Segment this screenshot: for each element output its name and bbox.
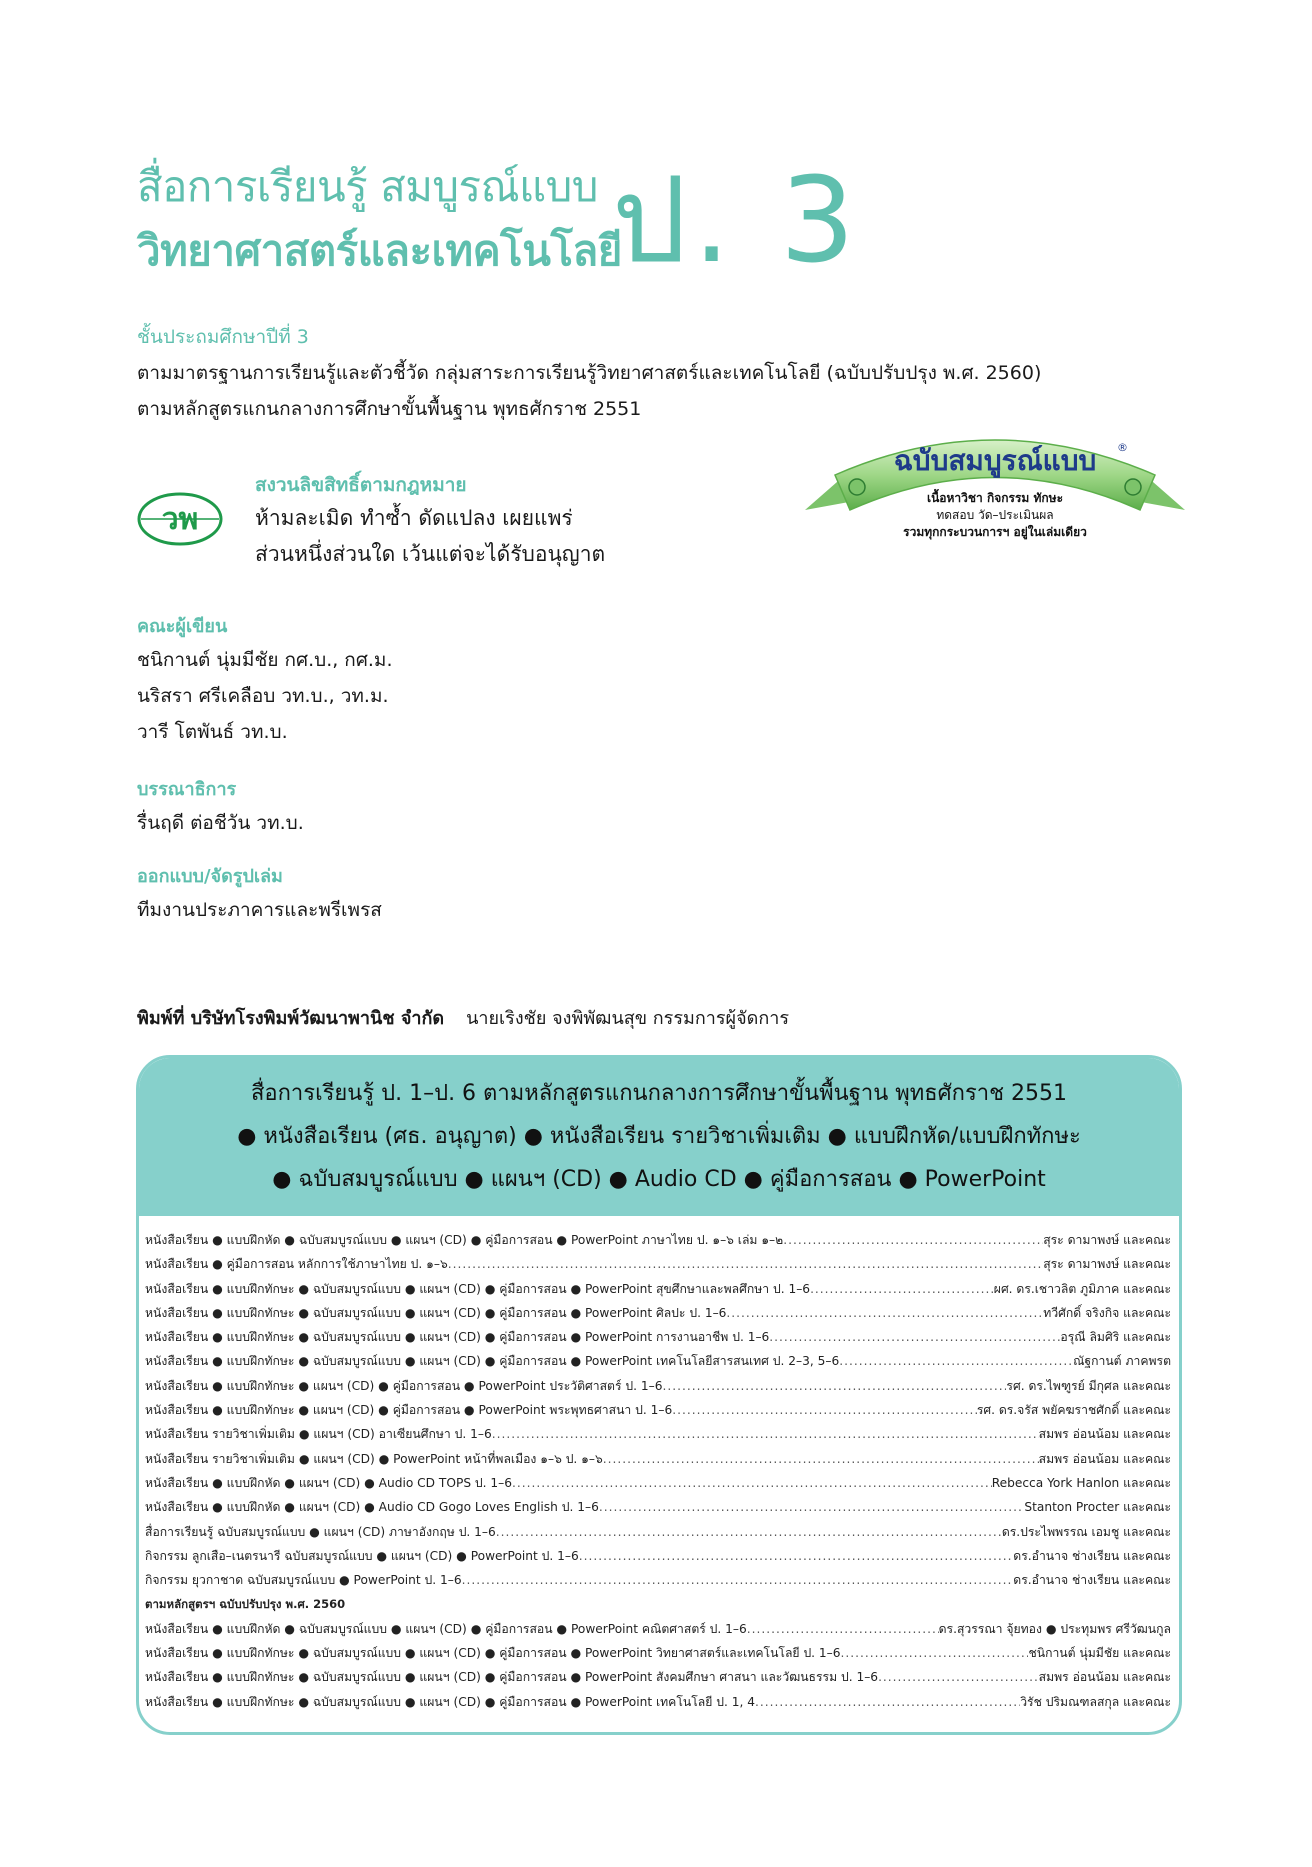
copyright-notice <box>255 470 605 572</box>
dot-leader <box>769 1325 1060 1349</box>
dot-leader <box>810 1277 994 1301</box>
complete-edition-badge <box>805 415 1185 545</box>
publisher-logo-icon <box>137 492 223 546</box>
printer-info <box>137 1003 789 1032</box>
catalog-header-line: ● หนังสือเรียน (ศธ. อนุญาต) ● หนังสือเรียน รายวิชาเพิ่มเติม ● แบบฝึกหัด/แบบฝึกทักษะ <box>237 1124 1081 1149</box>
logo-text: วพ <box>161 502 199 537</box>
catalog-item-title: หนังสือเรียน ● แบบฝึกทักษะ ● แผนฯ (CD) ● คู่มือการสอน ● PowerPoint พระพุทธศาสนา ป. 1–6 <box>145 1403 673 1418</box>
catalog-item-title: หนังสือเรียน ● แบบฝึกทักษะ ● ฉบับสมบูรณ์แบบ ● แผนฯ (CD) ● คู่มือการสอน ● PowerPoint การงานอาชีพ ป. 1–6 <box>145 1330 770 1345</box>
dot-leader <box>839 1349 1073 1373</box>
catalog-item-author: ผศ. ดร.เชาวลิต ภูมิภาค และคณะ <box>993 1281 1171 1296</box>
grade-level: ชั้นประถมศึกษาปีที่ 3 <box>137 326 309 348</box>
catalog-item-author: วิรัช ปริมณฑลสกุล และคณะ <box>1020 1694 1171 1709</box>
catalog-item-title: หนังสือเรียน ● แบบฝึกทักษะ ● ฉบับสมบูรณ์แบบ ● แผนฯ (CD) ● คู่มือการสอน ● PowerPoint เทคโนโลยี ป. 1, 4 <box>145 1694 755 1709</box>
catalog-item-author: ดร.สุวรรณา จุ้ยทอง ● ประทุมพร ศรีวัฒนกูล <box>938 1621 1171 1636</box>
flower-icon <box>1125 479 1141 495</box>
printer-manager: นายเริงชัย จงพิพัฒนสุข กรรมการผู้จัดการ <box>466 1008 789 1029</box>
dot-leader <box>448 1252 1043 1276</box>
dot-leader <box>672 1398 977 1422</box>
catalog-item-title: กิจกรรม ลูกเสือ–เนตรนารี ฉบับสมบูรณ์แบบ ● แผนฯ (CD) ● PowerPoint ป. 1–6 <box>145 1548 579 1563</box>
badge-line: ทดสอบ วัด–ประเมินผล <box>936 508 1054 522</box>
copyright-line: ห้ามละเมิด ทำซ้ำ ดัดแปลง เผยแพร่ <box>255 506 573 530</box>
dot-leader <box>783 1228 1043 1252</box>
catalog-item <box>145 1252 1171 1276</box>
title-line-1: สื่อการเรียนรู้ สมบูรณ์แบบ <box>137 162 598 211</box>
catalog-item-author: ดร.ประไพพรรณ เอมชู และคณะ <box>1001 1524 1171 1539</box>
copyright-heading: สงวนลิขสิทธิ์ตามกฎหมาย <box>255 474 467 496</box>
design-section <box>137 862 382 928</box>
catalog-item-title: กิจกรรม ยุวกาชาด ฉบับสมบูรณ์แบบ ● PowerPoint ป. 1–6 <box>145 1573 462 1588</box>
dot-leader <box>662 1374 1006 1398</box>
dot-leader <box>599 1495 1025 1519</box>
catalog-item-title: ตามหลักสูตรฯ ฉบับปรับปรุง พ.ศ. 2560 <box>145 1597 346 1612</box>
catalog-item <box>145 1665 1171 1689</box>
catalog-item <box>145 1617 1171 1641</box>
dot-leader <box>755 1690 1020 1714</box>
badge-line: รวมทุกกระบวนการฯ อยู่ในเล่มเดียว <box>903 525 1087 539</box>
catalog-item-title: หนังสือเรียน รายวิชาเพิ่มเติม ● แผนฯ (CD) ● PowerPoint หน้าที่พลเมือง ๑–๖ ป. ๑–๖ <box>145 1451 603 1466</box>
catalog-header-line: ● ฉบับสมบูรณ์แบบ ● แผนฯ (CD) ● Audio CD ● คู่มือการสอน ● PowerPoint <box>272 1167 1046 1192</box>
catalog-subheading <box>145 1592 1171 1616</box>
catalog-list <box>139 1216 1179 1714</box>
designer-name: ทีมงานประภาคารและพรีเพรส <box>137 899 382 921</box>
dot-leader <box>512 1471 992 1495</box>
dot-leader <box>747 1617 939 1641</box>
catalog-item-author: สมพร อ่อนน้อม และคณะ <box>1038 1451 1171 1466</box>
dot-leader <box>579 1544 1014 1568</box>
editor-heading: บรรณาธิการ <box>137 779 237 800</box>
catalog-item-title: หนังสือเรียน ● คู่มือการสอน หลักการใช้ภาษาไทย ป. ๑–๖ <box>145 1257 448 1272</box>
catalog-item <box>145 1277 1171 1301</box>
registered-mark: ® <box>1117 441 1128 454</box>
catalog-item-author: Stanton Procter และคณะ <box>1024 1500 1171 1515</box>
dot-leader <box>841 1641 1029 1665</box>
catalog-item <box>145 1325 1171 1349</box>
catalog-item-title: หนังสือเรียน ● แบบฝึกหัด ● ฉบับสมบูรณ์แบบ ● แผนฯ (CD) ● คู่มือการสอน ● PowerPoint คณิตศาสตร์ ป. 1–6 <box>145 1621 747 1636</box>
catalog-item-author: อรุณี ลิมศิริ และคณะ <box>1060 1330 1171 1345</box>
catalog-item <box>145 1349 1171 1373</box>
catalog-item <box>145 1544 1171 1568</box>
author-name: วารี โตพันธ์ วท.บ. <box>137 721 288 743</box>
catalog-box <box>136 1055 1182 1735</box>
catalog-item <box>145 1568 1171 1592</box>
authors-heading: คณะผู้เขียน <box>137 616 228 637</box>
catalog-item-title: หนังสือเรียน ● แบบฝึกทักษะ ● ฉบับสมบูรณ์แบบ ● แผนฯ (CD) ● คู่มือการสอน ● PowerPoint ศิลปะ ป. 1–6 <box>145 1305 727 1320</box>
dot-leader <box>496 1520 1002 1544</box>
copyright-line: ส่วนหนึ่งส่วนใด เว้นแต่จะได้รับอนุญาต <box>255 542 606 566</box>
printer-label: พิมพ์ที่ บริษัทโรงพิมพ์วัฒนาพานิช จำกัด <box>137 1008 445 1029</box>
author-name: นริสรา ศรีเคลือบ วท.บ., วท.ม. <box>137 685 389 707</box>
badge-line: เนื้อหาวิชา กิจกรรม ทักษะ <box>926 491 1064 505</box>
catalog-item-title: หนังสือเรียน ● แบบฝึกทักษะ ● ฉบับสมบูรณ์แบบ ● แผนฯ (CD) ● คู่มือการสอน ● PowerPoint วิทยาศาสตร์และเทคโนโลยี ป. 1–6 <box>145 1646 841 1661</box>
standard-line: ตามหลักสูตรแกนกลางการศึกษาขั้นพื้นฐาน พุทธศักราช 2551 <box>137 398 642 420</box>
catalog-item-title: สื่อการเรียนรู้ ฉบับสมบูรณ์แบบ ● แผนฯ (CD) ภาษาอังกฤษ ป. 1–6 <box>145 1524 496 1539</box>
editor-section <box>137 775 304 841</box>
catalog-item-author: Rebecca York Hanlon และคณะ <box>991 1475 1171 1490</box>
catalog-item-title: หนังสือเรียน ● แบบฝึกทักษะ ● ฉบับสมบูรณ์แบบ ● แผนฯ (CD) ● คู่มือการสอน ● PowerPoint สังคมศึกษา ศาสนา และวัฒนธรรม ป. 1–6 <box>145 1670 879 1685</box>
catalog-item <box>145 1374 1171 1398</box>
catalog-item <box>145 1690 1171 1714</box>
catalog-item-title: หนังสือเรียน ● แบบฝึกหัด ● แผนฯ (CD) ● Audio CD TOPS ป. 1–6 <box>145 1475 513 1490</box>
catalog-item-author: ณัฐกานต์ ภาคพรต <box>1073 1354 1171 1369</box>
title-block <box>137 155 622 283</box>
catalog-item <box>145 1422 1171 1446</box>
catalog-item-title: หนังสือเรียน ● แบบฝึกทักษะ ● แผนฯ (CD) ● คู่มือการสอน ● PowerPoint ประวัติศาสตร์ ป. 1–6 <box>145 1378 663 1393</box>
catalog-item-author: ทวีศักดิ์ จริงกิจ และคณะ <box>1043 1305 1171 1320</box>
catalog-item-author: รศ. ดร.จรัส พยัคฆราชศักดิ์ และคณะ <box>976 1403 1171 1418</box>
author-name: ชนิกานต์ นุ่มมีชัย กศ.บ., กศ.ม. <box>137 649 393 671</box>
catalog-item-author: สมพร อ่อนน้อม และคณะ <box>1038 1427 1171 1442</box>
dot-leader <box>462 1568 1014 1592</box>
catalog-item <box>145 1471 1171 1495</box>
catalog-header-line: สื่อการเรียนรู้ ป. 1–ป. 6 ตามหลักสูตรแกนกลางการศึกษาขั้นพื้นฐาน พุทธศักราช 2551 <box>250 1081 1068 1106</box>
design-heading: ออกแบบ/จัดรูปเล่ม <box>137 866 283 887</box>
dot-leader <box>878 1665 1039 1689</box>
catalog-item-author: ดร.อำนาจ ช่างเรียน และคณะ <box>1013 1548 1171 1563</box>
title-line-2: วิทยาศาสตร์และเทคโนโลยี <box>137 226 622 275</box>
dot-leader <box>492 1422 1039 1446</box>
flower-icon <box>849 479 865 495</box>
catalog-item-title: หนังสือเรียน ● แบบฝึกหัด ● ฉบับสมบูรณ์แบบ ● แผนฯ (CD) ● คู่มือการสอน ● PowerPoint ภาษาไทย ป. ๑–๖ เล่ม ๑–๒ <box>145 1233 784 1247</box>
catalog-item-title: หนังสือเรียน ● แบบฝึกหัด ● แผนฯ (CD) ● Audio CD Gogo Loves English ป. 1–6 <box>145 1500 599 1515</box>
catalog-item <box>145 1641 1171 1665</box>
catalog-item-title: หนังสือเรียน ● แบบฝึกทักษะ ● ฉบับสมบูรณ์แบบ ● แผนฯ (CD) ● คู่มือการสอน ● PowerPoint สุขศึกษาและพลศึกษา ป. 1–6 <box>145 1281 811 1296</box>
catalog-item-author: สุระ ดามาพงษ์ และคณะ <box>1043 1233 1171 1247</box>
authors-section <box>137 612 392 750</box>
catalog-item-author: ชนิกานต์ นุ่มมีชัย และคณะ <box>1028 1646 1171 1661</box>
catalog-item-title: หนังสือเรียน รายวิชาเพิ่มเติม ● แผนฯ (CD) อาเซียนศึกษา ป. 1–6 <box>145 1427 492 1442</box>
editor-name: รื่นฤดี ต่อชีวัน วท.บ. <box>137 812 304 834</box>
catalog-item <box>145 1228 1171 1252</box>
catalog-item <box>145 1447 1171 1471</box>
catalog-item <box>145 1301 1171 1325</box>
catalog-item-author: สุระ ดามาพงษ์ และคณะ <box>1043 1257 1171 1272</box>
standard-line: ตามมาตรฐานการเรียนรู้และตัวชี้วัด กลุ่มสาระการเรียนรู้วิทยาศาสตร์และเทคโนโลยี (ฉบับปรับปรุง พ.ศ. 2560) <box>137 362 1042 384</box>
dot-leader <box>603 1447 1039 1471</box>
catalog-item <box>145 1495 1171 1519</box>
catalog-item <box>145 1398 1171 1422</box>
catalog-item <box>145 1520 1171 1544</box>
catalog-header <box>139 1058 1179 1216</box>
catalog-item-title: หนังสือเรียน ● แบบฝึกทักษะ ● ฉบับสมบูรณ์แบบ ● แผนฯ (CD) ● คู่มือการสอน ● PowerPoint เทคโนโลยีสารสนเทศ ป. 2–3, 5–6 <box>145 1354 840 1369</box>
grade-label: ป. 3 <box>612 151 861 289</box>
dot-leader <box>726 1301 1043 1325</box>
catalog-item-author: รศ. ดร.ไพฑูรย์ มีกุศล และคณะ <box>1006 1378 1171 1393</box>
catalog-item-author: ดร.อำนาจ ช่างเรียน และคณะ <box>1013 1573 1171 1588</box>
catalog-item-author: สมพร อ่อนน้อม และคณะ <box>1038 1670 1171 1685</box>
badge-ribbon-text: ฉบับสมบูรณ์แบบ <box>893 444 1097 477</box>
